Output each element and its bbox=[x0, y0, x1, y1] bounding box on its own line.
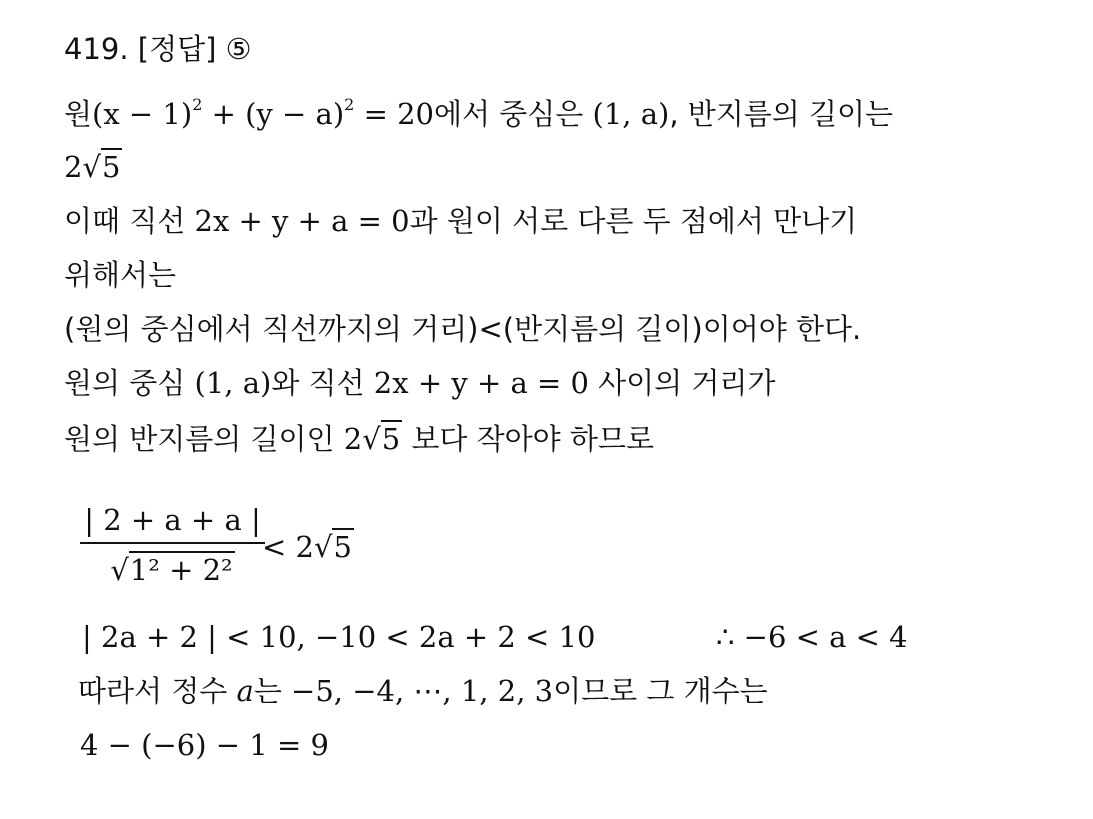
fraction-numerator: | 2 + a + a | bbox=[84, 503, 261, 537]
radius-value: 2√5 bbox=[64, 150, 121, 184]
fraction-denominator bbox=[80, 548, 265, 592]
therefore-result: ∴ −6 < a < 4 bbox=[716, 620, 908, 654]
text-circle: 원 bbox=[64, 97, 93, 131]
sqrt-icon: √5 bbox=[362, 422, 401, 456]
line-condition: 이때 직선 2x + y + a = 0과 원이 서로 다른 두 점에서 만나기 bbox=[64, 204, 858, 238]
fraction-bar bbox=[80, 542, 265, 544]
problem-header bbox=[64, 30, 252, 68]
integer-list: −5, −4, ⋯, 1, 2, 3 bbox=[291, 674, 554, 708]
answer-label: 419. [정답] ⑤ bbox=[64, 32, 252, 66]
count-result: 4 − (−6) − 1 = 9 bbox=[80, 728, 329, 762]
line-equation: 2x + y + a = 0 bbox=[194, 204, 410, 238]
fraction-rhs: < 2√5 bbox=[262, 530, 352, 564]
line-center-distance: 원의 중심 (1, a)와 직선 2x + y + a = 0 사이의 거리가 bbox=[64, 366, 776, 400]
center-point: (1, a) bbox=[592, 97, 670, 131]
line-integer-values: 따라서 정수 a는 −5, −4, ⋯, 1, 2, 3이므로 그 개수는 bbox=[78, 674, 768, 708]
text-center-is: 에서 중심은 bbox=[433, 97, 584, 131]
line-distance-condition: (원의 중심에서 직선까지의 거리)<(반지름의 길이)이어야 한다. bbox=[64, 312, 862, 346]
radius-inline: 2√5 bbox=[343, 422, 401, 456]
distance-fraction bbox=[80, 500, 265, 592]
line-circle-equation bbox=[64, 86, 893, 133]
inequality-row: | 2a + 2 | < 10, −10 < 2a + 2 < 10 bbox=[82, 620, 596, 654]
line-radius-compare: 원의 반지름의 길이인 2√5 보다 작아야 하므로 bbox=[64, 422, 654, 456]
line-for: 위해서는 bbox=[64, 258, 177, 292]
sqrt-icon: √1² + 2² bbox=[110, 553, 233, 587]
circle-eq-part1: $(x - 1)^2 + (y - a)^2 = 20$ bbox=[92, 95, 434, 131]
sqrt-icon: √5 bbox=[82, 150, 121, 184]
variable-a: a bbox=[236, 674, 254, 708]
sqrt-icon: √5 bbox=[313, 530, 352, 564]
text-radius-is: , 반지름의 길이는 bbox=[669, 97, 894, 131]
